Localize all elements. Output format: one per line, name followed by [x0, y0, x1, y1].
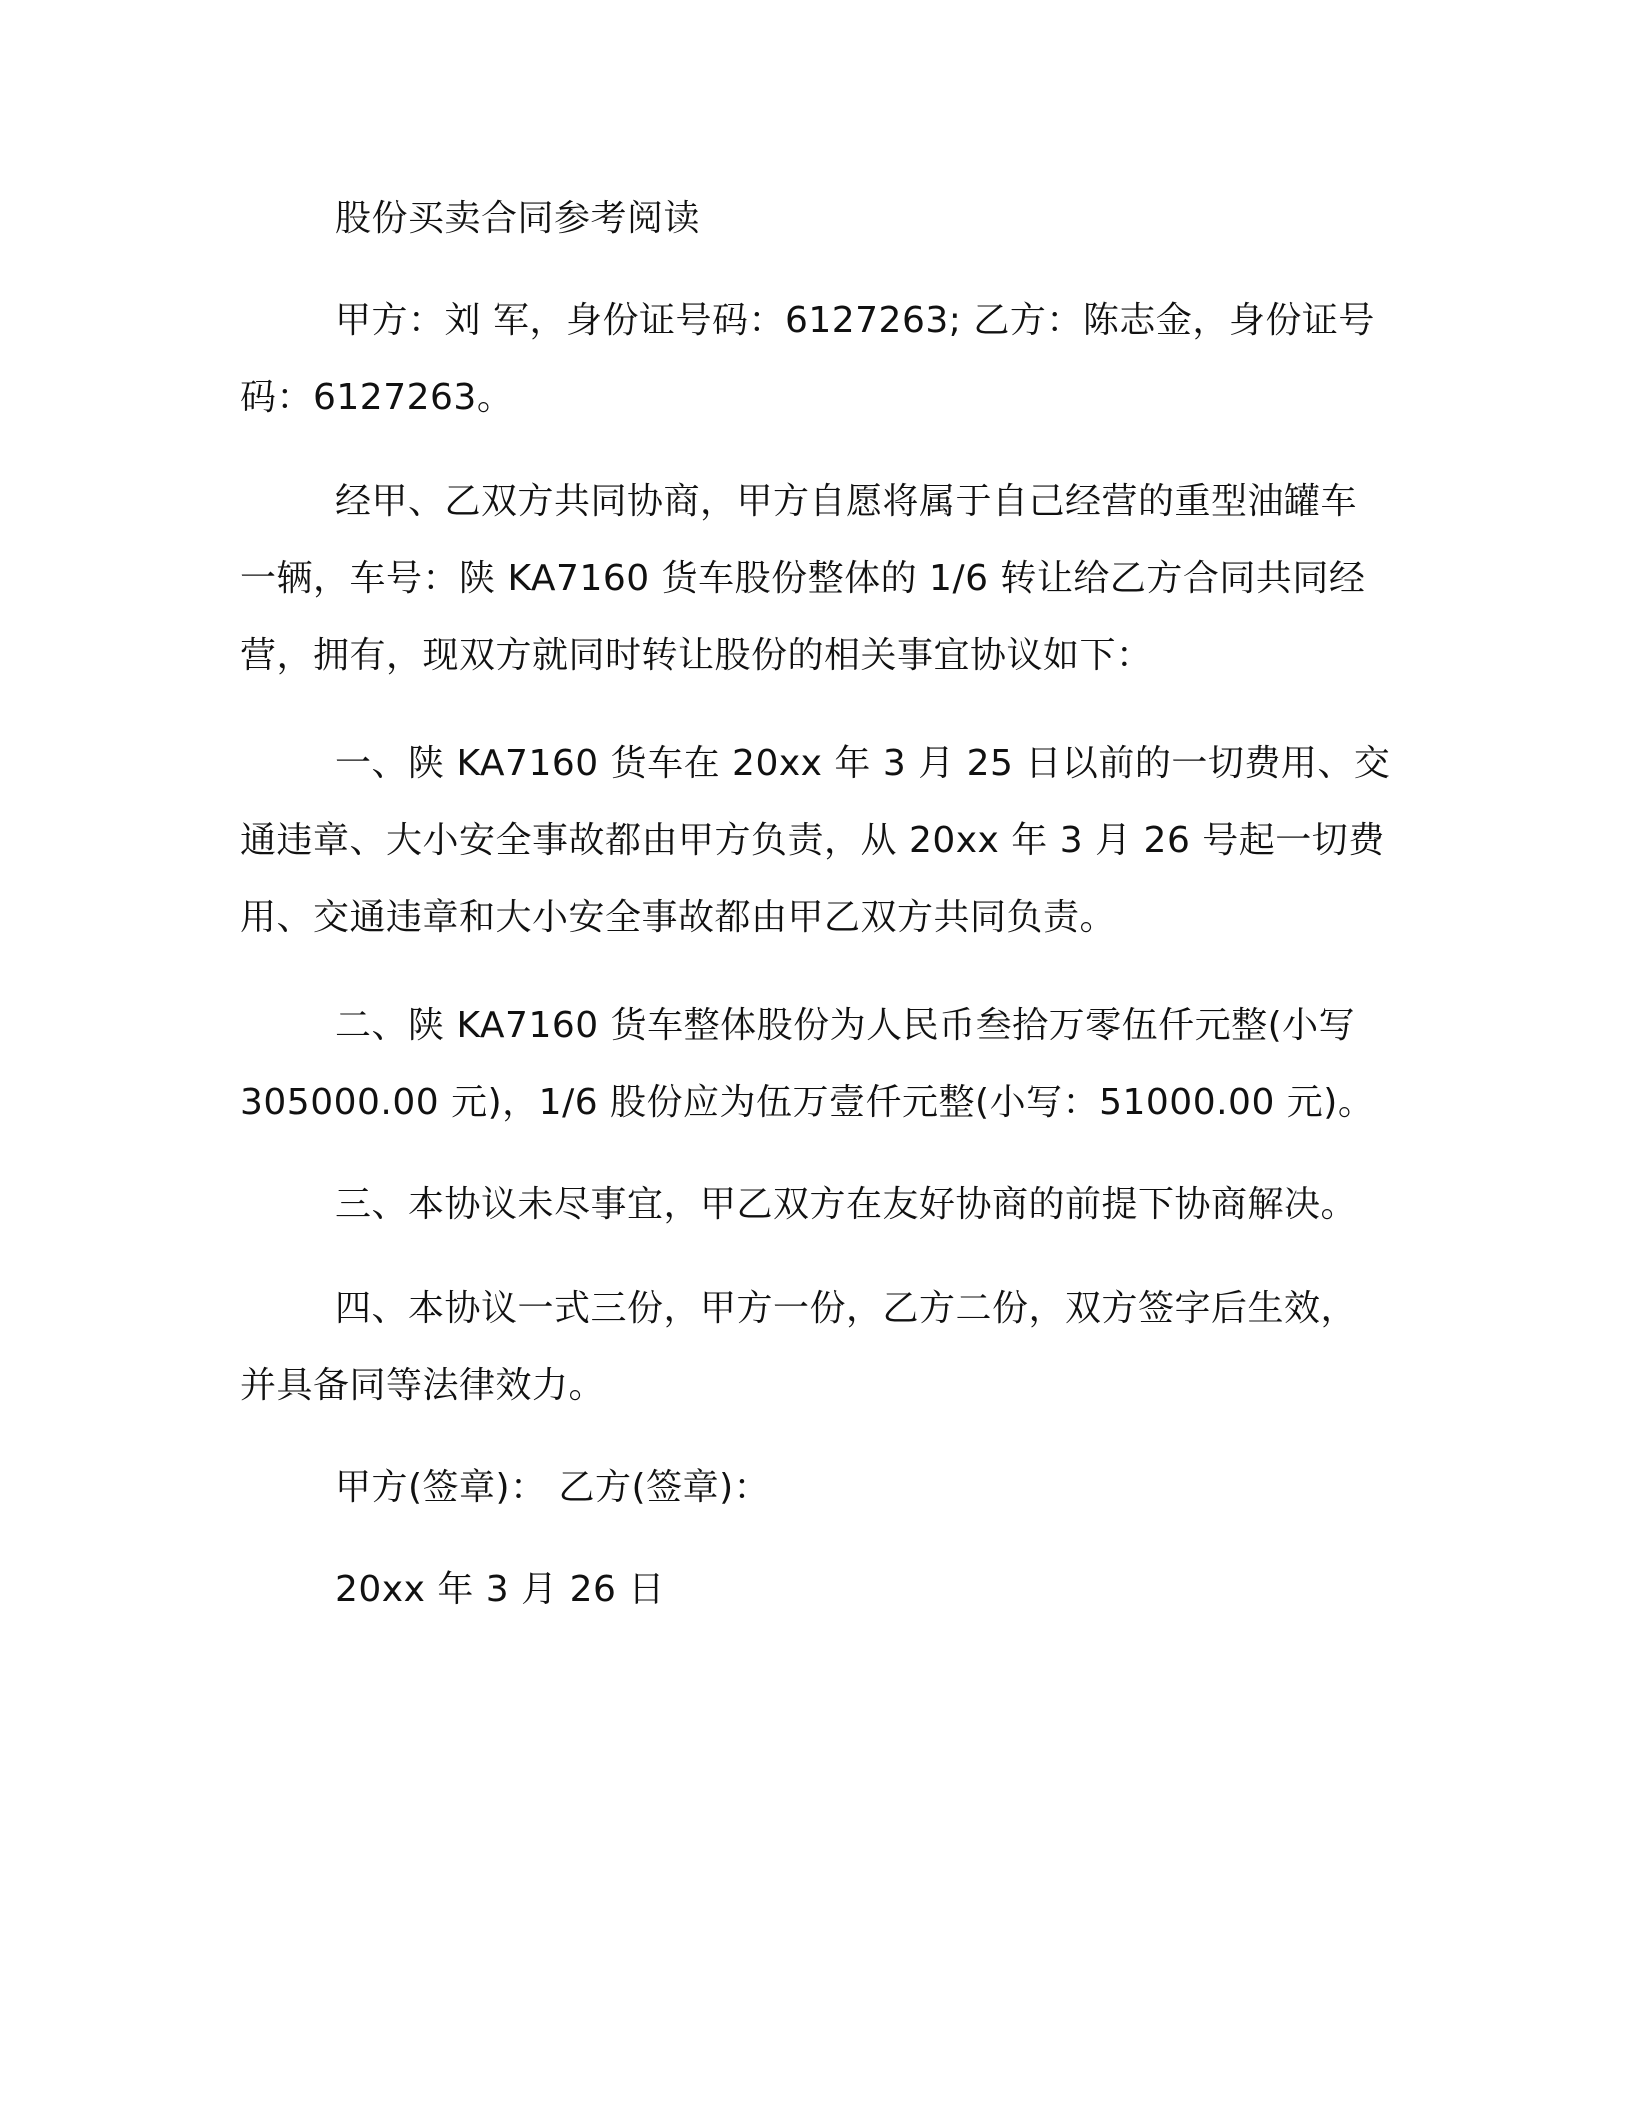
preamble-line-1: 经甲、乙双方共同协商，甲方自愿将属于自己经营的重型油罐车 — [335, 481, 1358, 522]
preamble-line-3: 营，拥有，现双方就同时转让股份的相关事宜协议如下： — [240, 635, 1153, 676]
title-text: 股份买卖合同参考阅读 — [335, 198, 701, 239]
parties-line-1: 甲方：刘 军，身份证号码：6127263; 乙方：陈志金，身份证号 — [335, 300, 1375, 341]
signature-line — [240, 1449, 1380, 1526]
date-line — [240, 1551, 1380, 1628]
clause-1-paragraph — [240, 725, 1391, 956]
parties-line-2: 码：6127263。 — [240, 377, 514, 418]
clause-1-line-3: 用、交通违章和大小安全事故都由甲乙双方共同负责。 — [240, 897, 1117, 938]
clause-2-line-2: 305000.00 元)，1/6 股份应为伍万壹仟元整(小写：51000.00 元)。 — [240, 1082, 1375, 1123]
clause-3-paragraph — [240, 1166, 1380, 1243]
signature-text: 甲方(签章)： 乙方(签章)： — [335, 1467, 771, 1508]
preamble-line-2: 一辆，车号：陕 KA7160 货车股份整体的 1/6 转让给乙方合同共同经 — [240, 558, 1366, 599]
clause-2-line-1: 二、陕 KA7160 货车整体股份为人民币叁拾万零伍仟元整(小写 — [335, 1005, 1356, 1046]
clause-4-paragraph — [240, 1270, 1380, 1424]
clause-1-line-1: 一、陕 KA7160 货车在 20xx 年 3 月 25 日以前的一切费用、交 — [335, 743, 1391, 784]
clause-1-line-2: 通违章、大小安全事故都由甲方负责，从 20xx 年 3 月 26 号起一切费 — [240, 820, 1385, 861]
parties-paragraph — [240, 282, 1380, 436]
document-title — [240, 180, 1380, 257]
date-text: 20xx 年 3 月 26 日 — [335, 1569, 665, 1610]
preamble-paragraph — [240, 463, 1380, 694]
clause-4-line-2: 并具备同等法律效力。 — [240, 1365, 606, 1406]
clause-4-line-1: 四、本协议一式三份，甲方一份，乙方二份，双方签字后生效， — [335, 1288, 1358, 1329]
clause-2-paragraph — [240, 987, 1380, 1141]
clause-3-line-1: 三、本协议未尽事宜，甲乙双方在友好协商的前提下协商解决。 — [335, 1184, 1358, 1225]
